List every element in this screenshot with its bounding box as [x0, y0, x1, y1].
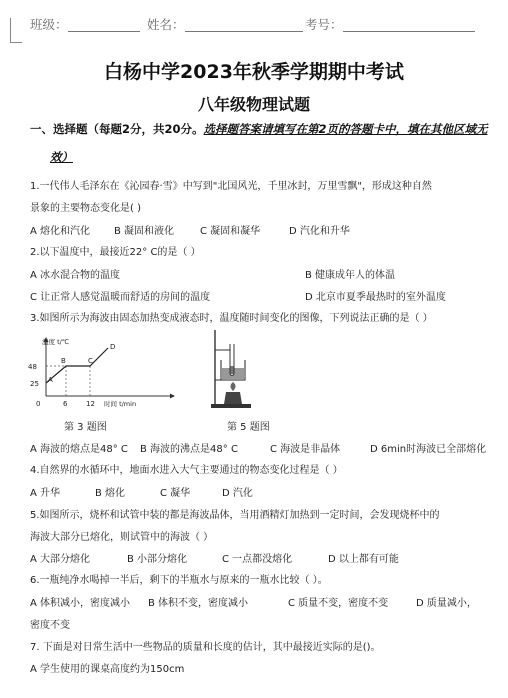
figure-3-caption: 第 3 题图	[64, 422, 107, 433]
class-label: 班级：	[30, 17, 68, 32]
exam-number-field[interactable]	[343, 31, 475, 32]
question-6-stem: 6.一瓶纯净水喝掉一半后，剩下的半瓶水与原来的一瓶水比较（ ）。	[30, 575, 328, 586]
test-tube-contents	[231, 366, 234, 374]
question-5-option-c: C 一点都没熔化	[222, 554, 293, 565]
temperature-curve	[46, 348, 108, 383]
name-field[interactable]	[185, 31, 303, 32]
point-a-label: A	[48, 376, 53, 384]
question-5-option-b: B 小部分熔化	[127, 554, 188, 565]
x-tick-0: 0	[36, 400, 41, 408]
x-axis-arrow	[170, 394, 175, 399]
question-4-option-c: C 凝华	[160, 488, 191, 499]
question-6-option-b: B 体积不变，密度减小	[148, 598, 249, 609]
name-label: 姓名：	[147, 17, 185, 32]
x-tick-6: 6	[63, 400, 68, 408]
point-b-label: B	[61, 357, 66, 365]
question-5-stem-cont: 海波大部分已熔化，则试管中的海波（ ）	[30, 532, 214, 543]
question-2-option-a: A 冰水混合物的温度	[30, 270, 121, 281]
x-tick-12: 12	[86, 400, 95, 408]
question-4-option-d: D 汽化	[222, 488, 253, 499]
question-1-option-d: D 汽化和升华	[289, 226, 350, 237]
question-6-option-d: D 质量减小，	[416, 598, 477, 609]
question-3-stem: 3.如图所示为海波由固态加热变成液态时，温度随时间变化的图像，下列说法正确的是（ ）	[30, 313, 433, 324]
question-3-option-b: B 海波的沸点是48° C	[140, 444, 238, 455]
question-2-option-d: D 北京市夏季最热时的室外温度	[305, 292, 446, 303]
question-2-option-c: C 让正常人感觉温暖而舒适的房间的温度	[30, 292, 211, 303]
question-4-stem: 4.自然界的水循环中，地面水进入大气主要通过的物态变化过程是（ ）	[30, 465, 343, 476]
section-label: 一、选择题（每题2分，共20分。	[30, 122, 204, 136]
question-6-option-d-cont: 密度不变	[30, 620, 70, 631]
question-1-option-b: B 凝固和液化	[114, 226, 175, 237]
point-d-label: D	[110, 343, 116, 351]
question-3-option-d: D 6min时海波已全部熔化	[370, 444, 487, 455]
exam-title: 白杨中学2023年秋季学期期中考试	[104, 61, 404, 83]
question-6-option-c: C 质量不变，密度不变	[288, 598, 389, 609]
corner-mark	[10, 18, 11, 42]
corner-mark	[10, 42, 22, 43]
question-5-option-d: D 以上都有可能	[328, 554, 399, 565]
stand-base	[211, 404, 251, 408]
question-4-option-b: B 熔化	[95, 488, 126, 499]
question-7-stem: 7. 下面是对日常生活中一些物品的质量和长度的估计，其中最接近实际的是()。	[30, 642, 381, 653]
exam-number-label: 考号：	[305, 17, 343, 32]
y-axis-label: 温度 t/℃	[42, 338, 70, 346]
class-field[interactable]	[68, 31, 140, 32]
figure-5-apparatus	[208, 328, 254, 410]
question-3-option-c: C 海波是非晶体	[270, 444, 341, 455]
figure-3-graph	[28, 334, 178, 410]
question-1-stem-cont: 景象的主要物态变化是( )	[30, 203, 141, 214]
point-c-label: C	[88, 357, 93, 365]
question-2-stem: 2.以下温度中，最接近22° C的是（ ）	[30, 247, 201, 258]
section-heading	[30, 121, 488, 137]
question-1-option-a: A 熔化和汽化	[30, 226, 91, 237]
x-axis-label: 时间 t/min	[104, 400, 137, 408]
figure-5-caption: 第 5 题图	[227, 422, 270, 433]
y-tick-48: 48	[28, 363, 37, 371]
question-1-stem: 1.一代伟人毛泽东在《沁园春·雪》中写到"北国风光，千里冰封，万里雪飘"，形成这种自然	[30, 181, 432, 192]
alcohol-lamp	[224, 392, 242, 404]
y-tick-25: 25	[30, 380, 39, 388]
question-5-option-a: A 大部分熔化	[30, 554, 91, 565]
question-7-option-a: A 学生使用的课桌高度约为150cm	[30, 664, 185, 675]
flame	[231, 382, 236, 391]
section-heading-cont	[50, 149, 73, 165]
section-instruction-tail: 效）	[50, 150, 73, 164]
question-6-option-a: A 体积减小，密度减小	[30, 598, 131, 609]
question-4-option-a: A 升华	[30, 488, 61, 499]
section-instruction: 选择题答案请填写在第2页的答题卡中，填在其他区域无	[203, 122, 488, 136]
exam-subtitle: 八年级物理试题	[197, 95, 310, 114]
question-1-option-c: C 凝固和凝华	[200, 226, 261, 237]
question-5-stem: 5.如图所示，烧杯和试管中装的都是海波晶体，当用酒精灯加热到一定时间，会发现烧杯中的	[30, 510, 440, 521]
question-3-option-a: A 海波的熔点是48° C	[30, 444, 128, 455]
question-2-option-b: B 健康成年人的体温	[305, 270, 396, 281]
